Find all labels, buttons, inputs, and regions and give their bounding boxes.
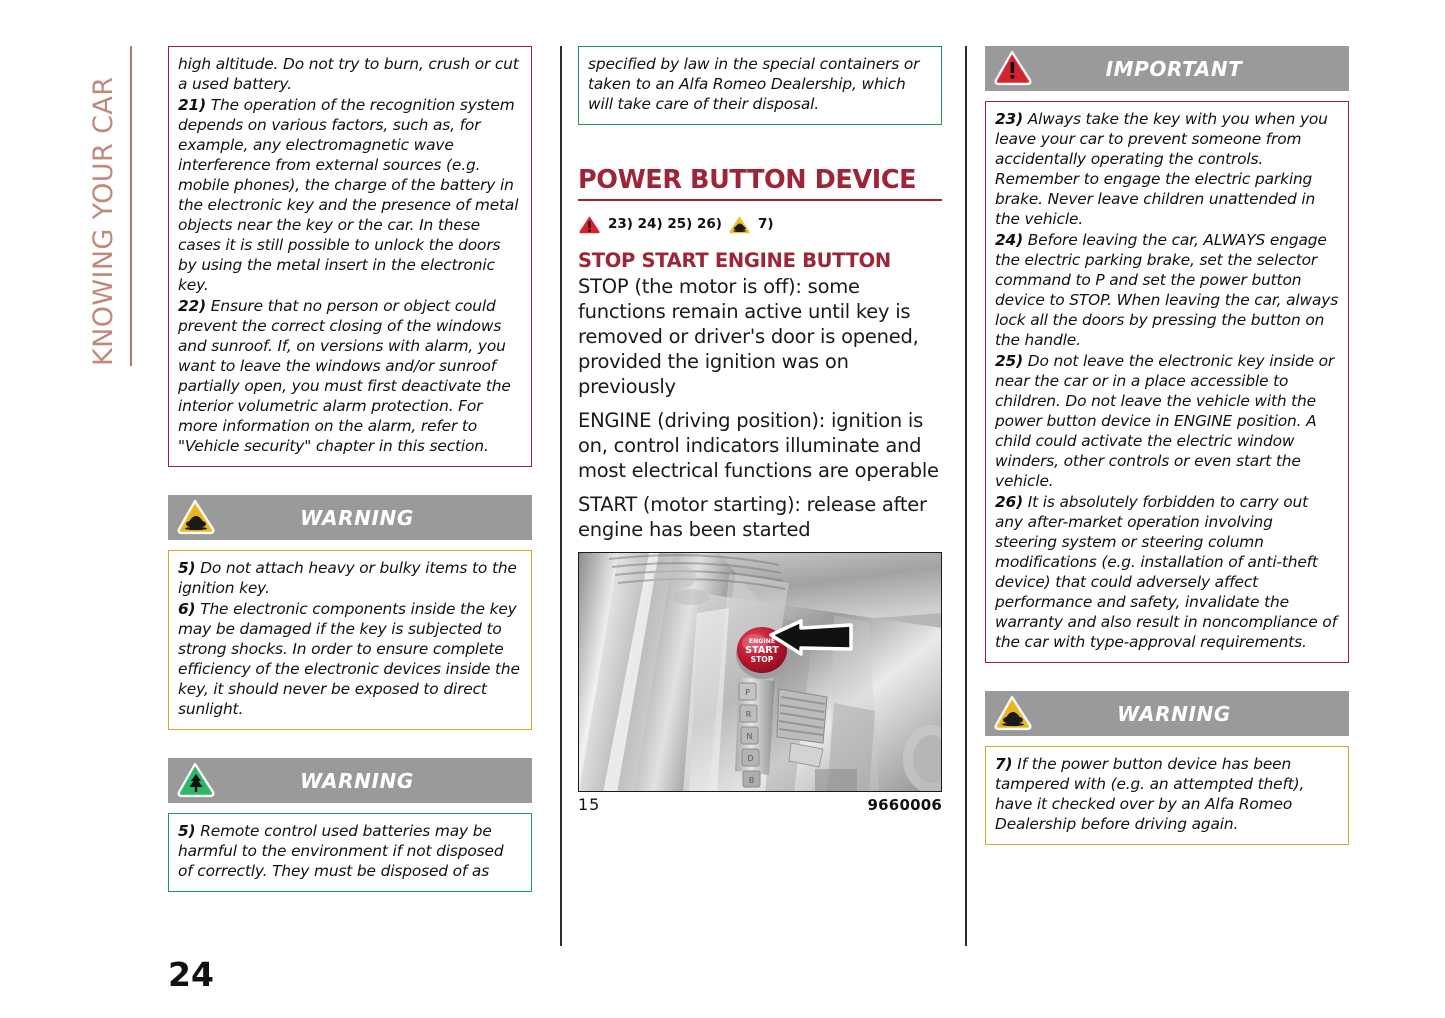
note-paragraph: 24) Before leaving the car, ALWAYS engage the electric parking brake, set the selector command to P and set the power button device to STOP. When leaving the car, always lock all the doors by pressing the button on the handle. bbox=[995, 231, 1339, 350]
section-heading: POWER BUTTON DEVICE bbox=[578, 165, 917, 196]
note-paragraph: 23) Always take the key with you when you leave your car to prevent someone from accidentally operating the controls. Remember to engage the electric parking brake. Never leave children unattended in the vehicle. bbox=[995, 110, 1328, 229]
note-paragraph: 25) Do not leave the electronic key inside or near the car or in a place accessible to children. Do not leave the vehicle with the power button device in ENGINE position. A child could activate the electric window winders, other controls or even start the vehicle. bbox=[995, 352, 1335, 491]
body-paragraph-stop: STOP (the motor is off): some functions remain active until key is removed or driver's door is opened, provided the ignition was on previously bbox=[578, 275, 919, 398]
column-divider-2 bbox=[965, 46, 967, 946]
note-paragraph: specified by law in the special containers or taken to an Alfa Romeo Dealership, which will take care of their disposal. bbox=[588, 55, 920, 114]
note-number: 26) bbox=[995, 493, 1024, 512]
note-number: 25) bbox=[995, 352, 1024, 371]
figure-number: 15 bbox=[578, 794, 601, 814]
note-number: 22) bbox=[178, 297, 207, 316]
note-number: 24) bbox=[995, 231, 1024, 250]
warning-bar-title: WARNING bbox=[1117, 701, 1231, 726]
note-paragraph: 5) Remote control used batteries may be harmful to the environment if not disposed of correctly. They must be disposed of as bbox=[178, 822, 504, 881]
warning-bar-personal-safety bbox=[168, 495, 532, 540]
figure-caption bbox=[578, 795, 942, 814]
note-number: 21) bbox=[178, 96, 207, 115]
figure-image bbox=[578, 552, 942, 792]
column-divider-1 bbox=[560, 46, 562, 946]
warning-bar-environment bbox=[168, 758, 532, 803]
section-tab-label: KNOWING YOUR CAR bbox=[87, 76, 119, 366]
page-number: 24 bbox=[168, 955, 214, 994]
note-paragraph: 6) The electronic components inside the key may be damaged if the key is subjected to strong shocks. In order to ensure complete efficiency of the electronic devices inside the key, it should never be exposed to direct sunlight. bbox=[178, 600, 520, 719]
note-box-yellow-key bbox=[168, 550, 532, 730]
important-references: 23) 24) 25) 26) bbox=[608, 216, 722, 233]
red-triangle-exclamation-icon bbox=[993, 49, 1033, 87]
section-tab-rule bbox=[130, 46, 132, 366]
section-tab bbox=[74, 46, 132, 366]
note-number: 5) bbox=[178, 822, 196, 841]
note-number: 7) bbox=[995, 755, 1013, 774]
important-bar-title: IMPORTANT bbox=[1105, 56, 1243, 81]
note-paragraph: 7) If the power button device has been tampered with (e.g. an attempted theft), have it checked over by an Alfa Romeo Dealership before driving again. bbox=[995, 755, 1305, 834]
warning-bar-right bbox=[985, 691, 1349, 736]
svg-text:START: START bbox=[745, 644, 779, 656]
svg-text:D: D bbox=[747, 753, 754, 763]
important-bar bbox=[985, 46, 1349, 91]
note-paragraph: high altitude. Do not try to burn, crush or cut a used battery. bbox=[178, 55, 519, 94]
yellow-triangle-car-icon bbox=[728, 213, 752, 235]
svg-text:ENGINE: ENGINE bbox=[748, 637, 776, 645]
note-paragraph: 22) Ensure that no person or object could prevent the correct closing of the windows and sunroof. If, on versions with alarm, you want to leave the windows and/or sunroof partially open, you must first deactivate the interior volumetric alarm protection. For more information on the alarm, refer to "Vehicle security" chapter in this section. bbox=[178, 297, 511, 456]
warning-bar-title: WARNING bbox=[300, 768, 414, 793]
warning-references: 7) bbox=[757, 216, 774, 233]
section-heading-rule bbox=[578, 199, 942, 201]
green-triangle-tree-icon bbox=[176, 761, 216, 799]
right-column bbox=[985, 46, 1349, 845]
note-paragraph: 5) Do not attach heavy or bulky items to the ignition key. bbox=[178, 559, 517, 598]
middle-column bbox=[578, 46, 942, 814]
note-box-green-batteries bbox=[168, 813, 532, 892]
yellow-triangle-car-icon bbox=[993, 694, 1033, 732]
note-box-green-continued bbox=[578, 46, 942, 125]
svg-text:N: N bbox=[746, 731, 753, 741]
yellow-triangle-car-icon bbox=[176, 498, 216, 536]
svg-text:R: R bbox=[745, 709, 752, 719]
body-paragraph-engine: ENGINE (driving position): ignition is on, control indicators illuminate and most electrical functions are operable bbox=[578, 408, 939, 482]
warning-bar-title: WARNING bbox=[300, 505, 414, 530]
red-triangle-exclamation-icon bbox=[578, 213, 602, 235]
svg-text:B: B bbox=[748, 775, 755, 785]
svg-text:P: P bbox=[745, 687, 750, 697]
note-number: 5) bbox=[178, 559, 196, 578]
note-paragraph: 26) It is absolutely forbidden to carry out any after-market operation involving steering system or steering column modifications (e.g. installation of anti-theft device) that could adversely affect performance and safety, invalidate the warranty and also result in noncompliance of the car with type-approval requirements. bbox=[995, 493, 1337, 652]
figure-start-stop-button bbox=[578, 552, 942, 814]
note-box-yellow-tamper bbox=[985, 746, 1349, 845]
figure-code: 9660006 bbox=[867, 795, 942, 814]
note-box-red-important bbox=[985, 101, 1349, 663]
body-paragraph-start: START (motor starting): release after engine has been started bbox=[578, 492, 927, 541]
svg-text:STOP: STOP bbox=[750, 654, 774, 664]
note-paragraph: 21) The operation of the recognition system depends on various factors, such as, for example, any electromagnetic wave interference from external sources (e.g. mobile phones), the charge of the battery in the electronic key and the presence of metal objects near the key or the car. In these cases it is still possible to unlock the doors by using the metal insert in the electronic key. bbox=[178, 96, 519, 295]
left-column bbox=[168, 46, 532, 892]
symbol-reference-line bbox=[578, 213, 942, 235]
note-number: 23) bbox=[995, 110, 1024, 128]
sub-heading: STOP START ENGINE BUTTON bbox=[578, 249, 891, 273]
note-box-red-battery bbox=[168, 46, 532, 467]
note-number: 6) bbox=[178, 600, 196, 619]
